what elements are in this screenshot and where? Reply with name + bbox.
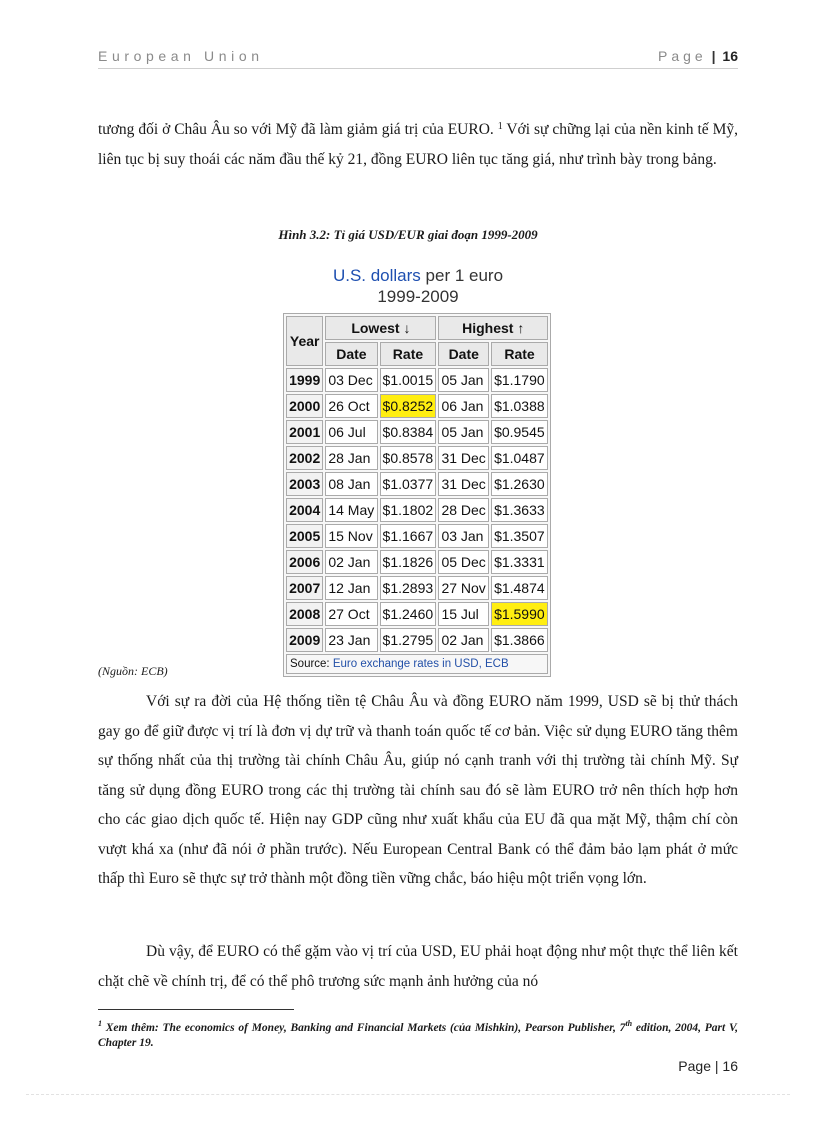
cell-high-rate: $1.0388	[491, 394, 548, 418]
cell-high-date: 31 Dec	[438, 446, 489, 470]
cell-year: 2007	[286, 576, 323, 600]
cell-year: 2003	[286, 472, 323, 496]
cell-low-rate: $1.1826	[380, 550, 437, 574]
cell-year: 2008	[286, 602, 323, 626]
table-row	[286, 524, 548, 548]
footer-separator: |	[714, 1058, 719, 1074]
footer-page-label: Page	[678, 1058, 711, 1074]
exchange-rate-figure	[283, 265, 553, 677]
footnote-superscript: th	[625, 1019, 633, 1028]
cell-year: 2006	[286, 550, 323, 574]
cell-low-rate: $0.8252	[380, 394, 437, 418]
column-header-lowest[interactable]: Lowest ↓	[325, 316, 436, 340]
cell-high-date: 31 Dec	[438, 472, 489, 496]
cell-low-date: 28 Jan	[325, 446, 377, 470]
cell-year: 2002	[286, 446, 323, 470]
footnote-reference[interactable]: 1	[497, 121, 503, 132]
paragraph-body: Với sự ra đời của Hệ thống tiền tệ Châu Âu và đồng EURO năm 1999, USD sẽ bị thử thách gay go để giữ được vị trí là đơn vị dự trữ và thanh toán quốc tế cơ bản. Việc sử dụng EURO tăng thêm sự thống nhất của thị trường tài chính Châu Âu, giúp nó cạnh tranh với thị trường tài chính Mỹ. Sự tăng sử dụng đồng EURO trong các thị trường tài chính sau đó sẽ làm EURO trở nên thích hợp hơn cho các giao dịch quốc tế. Hiện nay GDP cũng như xuất khẩu của EU đã qua mặt Mỹ, thậm chí còn vượt khá xa (như đã nói ở phần trước). Nếu European Central Bank có thể đảm bảo lạm phát ở mức thấp thì Euro sẽ thực sự trở thành một đồng tiền vững chắc, báo hiệu một triển vọng lớn.	[98, 693, 738, 887]
cell-low-date: 14 May	[325, 498, 377, 522]
cell-low-rate: $1.2893	[380, 576, 437, 600]
cell-high-rate: $1.3866	[491, 628, 548, 652]
column-header-low-date: Date	[325, 342, 377, 366]
cell-high-rate: $1.4874	[491, 576, 548, 600]
exchange-rate-table	[283, 313, 551, 677]
figure-title-accent: U.S. dollars	[332, 266, 421, 285]
cell-year: 1999	[286, 368, 323, 392]
footnote-divider	[98, 1009, 294, 1010]
header-page-number: 16	[722, 48, 738, 64]
table-row	[286, 498, 548, 522]
page-footer	[678, 1058, 738, 1074]
paragraph-continuation: Dù vậy, để EURO có thể gặm vào vị trí của USD, EU phải hoạt động như một thực thể liên kết chặt chẽ về chính trị, để có thể phô trương sức mạnh ảnh hưởng của nó	[98, 943, 738, 990]
cell-high-rate: $1.0487	[491, 446, 548, 470]
cell-high-rate: $1.1790	[491, 368, 548, 392]
figure-title	[283, 265, 553, 286]
cell-year: 2009	[286, 628, 323, 652]
footnote-text: Xem thêm: The economics of Money, Banking and Financial Markets (của Mishkin), Pearson Publisher, 7	[102, 1021, 626, 1034]
cell-year: 2000	[286, 394, 323, 418]
figure-caption: Hình 3.2: Tỉ giá USD/EUR giai đoạn 1999-2009	[278, 227, 538, 242]
cell-low-date: 06 Jul	[325, 420, 377, 444]
footnote-text-end: edition, 2004, Part V, Chapter 19.	[98, 1021, 739, 1049]
column-header-low-rate: Rate	[380, 342, 437, 366]
cell-high-rate: $1.5990	[491, 602, 548, 626]
cell-low-date: 03 Dec	[325, 368, 377, 392]
footnote-marker: 1	[98, 1019, 102, 1028]
column-header-high-date: Date	[438, 342, 489, 366]
paragraph-intro	[98, 112, 738, 174]
cell-year: 2005	[286, 524, 323, 548]
source-note: (Nguồn: ECB)	[98, 664, 168, 678]
figure-subtitle: 1999-2009	[377, 287, 459, 306]
cell-low-rate: $1.2460	[380, 602, 437, 626]
cell-low-rate: $0.8384	[380, 420, 437, 444]
cell-high-rate: $1.3507	[491, 524, 548, 548]
cell-low-date: 15 Nov	[325, 524, 377, 548]
figure-title-rest: per 1 euro	[420, 266, 504, 285]
table-row	[286, 420, 548, 444]
table-row	[286, 550, 548, 574]
footer-page-number: 16	[722, 1058, 738, 1074]
footnote	[98, 1016, 738, 1051]
cell-high-date: 27 Nov	[438, 576, 489, 600]
paragraph-intro-rest: Với sự chững lại của nền kinh tế Mỹ, liên tục bị suy thoái các năm đầu thế kỷ 21, đồng EURO liên tục tăng giá, như trình bày trong bảng.	[98, 121, 738, 168]
cell-high-rate: $1.2630	[491, 472, 548, 496]
table-row	[286, 602, 548, 626]
source-link-exchange-rates[interactable]: Euro exchange rates in USD	[332, 658, 479, 670]
header-page-label: Page	[658, 48, 707, 64]
cell-high-rate: $0.9545	[491, 420, 548, 444]
page-bottom-border	[26, 1094, 790, 1095]
cell-low-rate: $1.1802	[380, 498, 437, 522]
cell-high-date: 05 Jan	[438, 420, 489, 444]
table-row	[286, 472, 548, 496]
cell-high-date: 28 Dec	[438, 498, 489, 522]
cell-low-rate: $1.1667	[380, 524, 437, 548]
table-row	[286, 394, 548, 418]
header-separator: |	[711, 48, 716, 64]
cell-low-rate: $0.8578	[380, 446, 437, 470]
cell-high-date: 05 Dec	[438, 550, 489, 574]
cell-low-date: 26 Oct	[325, 394, 377, 418]
table-row	[286, 576, 548, 600]
cell-high-date: 15 Jul	[438, 602, 489, 626]
table-row	[286, 368, 548, 392]
cell-year: 2004	[286, 498, 323, 522]
cell-high-rate: $1.3331	[491, 550, 548, 574]
cell-high-date: 06 Jan	[438, 394, 489, 418]
cell-low-rate: $1.0015	[380, 368, 437, 392]
table-row	[286, 628, 548, 652]
table-row	[286, 446, 548, 470]
exchange-rate-rows	[286, 368, 548, 652]
cell-year: 2001	[286, 420, 323, 444]
column-header-year[interactable]: Year	[286, 316, 323, 366]
table-source	[286, 654, 548, 674]
cell-low-date: 08 Jan	[325, 472, 377, 496]
cell-high-date: 03 Jan	[438, 524, 489, 548]
cell-high-date: 05 Jan	[438, 368, 489, 392]
cell-low-date: 12 Jan	[325, 576, 377, 600]
page-header	[98, 48, 738, 69]
header-page-indicator	[658, 48, 738, 64]
cell-high-rate: $1.3633	[491, 498, 548, 522]
paragraph-intro-text: tương đối ở Châu Âu so với Mỹ đã làm giảm giá trị của EURO.	[98, 121, 498, 138]
cell-low-date: 23 Jan	[325, 628, 377, 652]
cell-low-rate: $1.0377	[380, 472, 437, 496]
table-source-label: Source:	[290, 658, 333, 670]
cell-low-rate: $1.2795	[380, 628, 437, 652]
header-title: European Union	[98, 48, 264, 64]
source-link-ecb[interactable]: , ECB	[478, 658, 509, 670]
column-header-highest[interactable]: Highest ↑	[438, 316, 548, 340]
cell-low-date: 02 Jan	[325, 550, 377, 574]
cell-high-date: 02 Jan	[438, 628, 489, 652]
column-header-high-rate: Rate	[491, 342, 548, 366]
cell-low-date: 27 Oct	[325, 602, 377, 626]
